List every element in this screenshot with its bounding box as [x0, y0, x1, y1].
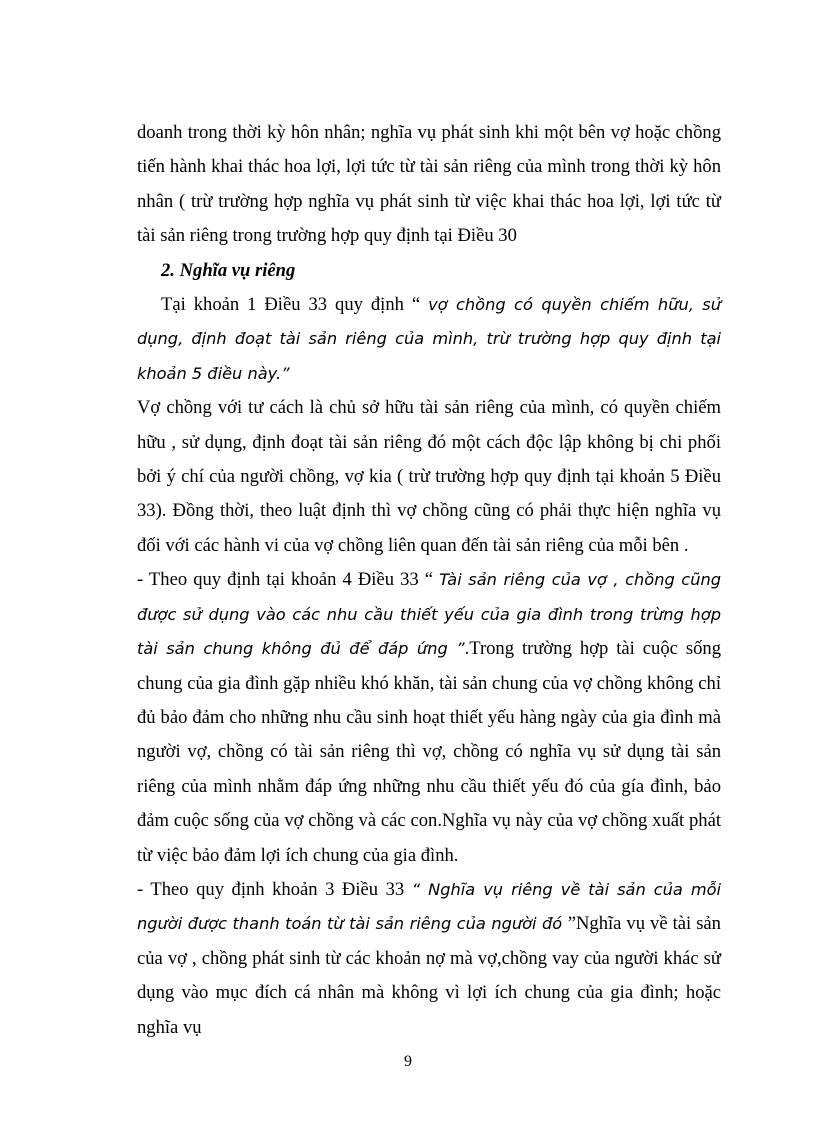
- bullet-article-33-3: [137, 873, 721, 1045]
- bullet-text: ”Nghĩa vụ về tài sản của vợ , chồng phát sinh từ các khoản nợ mà vợ,chồng vay của người khác sử dụng vào mục đích cá nhân mà không vì lợi ích chung của gia đình; hoặc nghĩa vụ: [137, 913, 721, 1038]
- bullet-text: .Trong trường hợp tài cuộc sống chung của gia đình gặp nhiều khó khăn, tài sản chung của vợ chồng không chỉ đủ bảo đảm cho những nhu cầu sinh hoạt thiết yếu hàng ngày của gia đình mà người vợ, chồng có tài sản riêng thì vợ, chồng có nghĩa vụ sử dụng tài sản riêng của mình nhằm đáp ứng những nhu cầu thiết yếu đó của gía đình, bảo đảm cuộc sống của vợ chồng và các con.Nghĩa vụ này của vợ chồng xuất phát từ việc bảo đảm lợi ích chung của gia đình.: [137, 638, 721, 866]
- bullet-lead: - Theo quy định khoản 3 Điều 33: [137, 878, 412, 900]
- bullet-lead: - Theo quy định tại khoản 4 Điều 33 “: [137, 569, 440, 591]
- quoted-provision: “ Nghĩa vụ riêng về tài sản của mỗi người được thanh toán từ tài sản riêng của người đó: [137, 879, 721, 934]
- bullet-article-33-4: [137, 563, 721, 873]
- quoted-provision: Tài sản riêng của vợ , chồng cũng được sử dụng vào các nhu cầu thiết yếu của gia đình trong trừng hợp tài sản chung không đủ để đáp ứng ”: [137, 570, 721, 659]
- page-number: 9: [404, 1053, 412, 1070]
- body-text: [137, 116, 721, 1045]
- quoted-provision: vợ chồng có quyền chiếm hữu, sử dụng, định đoạt tài sản riêng của mình, trừ trường hợp quy định tại khoản 5 điều này.”: [137, 295, 721, 383]
- section-heading: 2. Nghĩa vụ riêng: [161, 259, 296, 281]
- paragraph-article-33-1: [137, 288, 721, 391]
- paragraph-explanation: Vợ chồng với tư cách là chủ sở hữu tài sản riêng của mình, có quyền chiếm hữu , sử dụng, định đoạt tài sản riêng đó một cách độc lập không bị chi phối bởi ý chí của người chồng, vợ kia ( trừ trường hợp quy định tại khoản 5 Điều 33). Đồng thời, theo luật định thì vợ chồng cũng có phải thực hiện nghĩa vụ đối với các hành vi của vợ chồng liên quan đến tài sản riêng của mỗi bên .: [137, 397, 721, 556]
- paragraph-lead: Tại khoản 1 Điều 33 quy định “: [161, 294, 429, 316]
- paragraph-continuation: doanh trong thời kỳ hôn nhân; nghĩa vụ phát sinh khi một bên vợ hoặc chồng tiến hành khai thác hoa lợi, lợi tức từ tài sản riêng của mình trong thời kỳ hôn nhân ( trừ trường hợp nghĩa vụ phát sinh từ việc khai thác hoa lợi, lợi tức từ tài sản riêng trong trường hợp quy định tại Điều 30: [137, 122, 721, 247]
